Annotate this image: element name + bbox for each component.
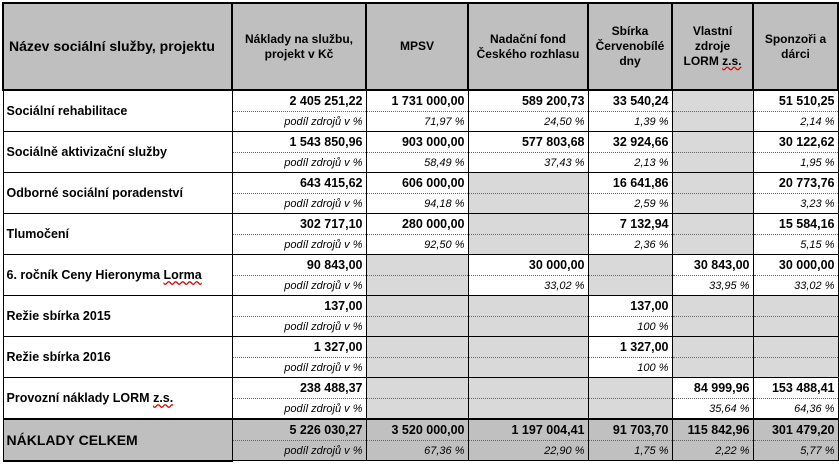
share-label: podíl zdrojů v % xyxy=(232,399,366,420)
share-percent-cell: 33,02 % xyxy=(753,276,838,296)
source-value-cell: 30 843,00 xyxy=(672,255,753,276)
share-percent-cell: 71,97 % xyxy=(366,112,468,132)
service-name: Režie sbírka 2016 xyxy=(3,337,232,378)
share-percent-cell: 2,22 % xyxy=(672,441,753,461)
share-percent-cell xyxy=(468,399,588,420)
source-value-cell xyxy=(672,132,753,153)
share-percent-cell: 64,36 % xyxy=(753,399,838,420)
share-percent-cell: 5,15 % xyxy=(753,235,838,255)
table-row xyxy=(3,90,838,112)
share-percent-cell xyxy=(468,235,588,255)
source-value-cell: 1 327,00 xyxy=(588,337,672,358)
cost-cell: 90 843,00 xyxy=(232,255,366,276)
share-percent-cell: 37,43 % xyxy=(468,153,588,173)
service-name xyxy=(3,378,232,420)
share-percent-cell xyxy=(672,194,753,214)
header-sbirka: Sbírka Červenobílé dny xyxy=(588,3,672,90)
source-value-cell: 137,00 xyxy=(588,296,672,317)
service-name-text: Provozní náklady LORM xyxy=(6,391,154,405)
share-label: podíl zdrojů v % xyxy=(232,441,366,461)
share-percent-cell xyxy=(588,276,672,296)
table-row xyxy=(3,337,838,358)
share-label: podíl zdrojů v % xyxy=(232,153,366,173)
source-value-cell xyxy=(672,296,753,317)
source-value-cell: 280 000,00 xyxy=(366,214,468,235)
source-value-cell: 903 000,00 xyxy=(366,132,468,153)
funding-table xyxy=(2,2,839,462)
source-value-cell xyxy=(468,173,588,194)
share-percent-cell xyxy=(753,358,838,378)
share-percent-cell: 2,59 % xyxy=(588,194,672,214)
share-percent-cell xyxy=(366,276,468,296)
table-row xyxy=(3,214,838,235)
share-percent-cell: 58,49 % xyxy=(366,153,468,173)
source-value-cell xyxy=(672,90,753,112)
share-percent-cell xyxy=(672,235,753,255)
source-value-cell xyxy=(753,296,838,317)
source-value-cell xyxy=(672,337,753,358)
service-name xyxy=(3,255,232,296)
service-name: Odborné sociální poradenství xyxy=(3,173,232,214)
share-percent-cell xyxy=(366,317,468,337)
cost-cell: 302 717,10 xyxy=(232,214,366,235)
share-label: podíl zdrojů v % xyxy=(232,112,366,132)
share-percent-cell xyxy=(366,399,468,420)
service-name: Tlumočení xyxy=(3,214,232,255)
service-name-text: 6. ročník Ceny Hieronyma xyxy=(6,268,164,282)
share-percent-cell xyxy=(468,358,588,378)
share-percent-cell xyxy=(468,194,588,214)
share-percent-cell: 1,75 % xyxy=(588,441,672,461)
share-percent-cell: 33,95 % xyxy=(672,276,753,296)
cost-cell: 2 405 251,22 xyxy=(232,90,366,112)
share-percent-cell: 94,18 % xyxy=(366,194,468,214)
share-label: podíl zdrojů v % xyxy=(232,194,366,214)
share-percent-cell: 22,90 % xyxy=(468,441,588,461)
source-value-cell: 115 842,96 xyxy=(672,419,753,441)
service-name: Sociálně aktivizační služby xyxy=(3,132,232,173)
share-percent-cell xyxy=(753,317,838,337)
source-value-cell: 1 197 004,41 xyxy=(468,419,588,441)
source-value-cell xyxy=(468,337,588,358)
total-name: NÁKLADY CELKEM xyxy=(3,419,232,461)
cost-cell: 238 488,37 xyxy=(232,378,366,399)
header-row xyxy=(3,3,838,90)
share-percent-cell: 2,14 % xyxy=(753,112,838,132)
source-value-cell xyxy=(753,337,838,358)
cost-cell: 643 415,62 xyxy=(232,173,366,194)
header-mpsv: MPSV xyxy=(366,3,468,90)
total-values-row xyxy=(3,419,838,441)
cost-cell: 1 327,00 xyxy=(232,337,366,358)
share-percent-cell: 100 % xyxy=(588,358,672,378)
share-percent-cell: 2,36 % xyxy=(588,235,672,255)
source-value-cell: 51 510,25 xyxy=(753,90,838,112)
source-value-cell: 301 479,20 xyxy=(753,419,838,441)
source-value-cell: 3 520 000,00 xyxy=(366,419,468,441)
table-row xyxy=(3,132,838,153)
header-service-name: Název sociální služby, projektu xyxy=(3,3,232,90)
share-percent-cell: 24,50 % xyxy=(468,112,588,132)
source-value-cell: 589 200,73 xyxy=(468,90,588,112)
source-value-cell xyxy=(366,255,468,276)
source-value-cell: 153 488,41 xyxy=(753,378,838,399)
share-percent-cell: 33,02 % xyxy=(468,276,588,296)
source-value-cell: 30 000,00 xyxy=(468,255,588,276)
cost-cell: 1 543 850,96 xyxy=(232,132,366,153)
service-name-underlined: z.s. xyxy=(153,391,174,405)
table-row xyxy=(3,296,838,317)
source-value-cell xyxy=(468,378,588,399)
share-percent-cell xyxy=(366,358,468,378)
share-label: podíl zdrojů v % xyxy=(232,358,366,378)
table-row xyxy=(3,378,838,399)
source-value-cell: 15 584,16 xyxy=(753,214,838,235)
share-percent-cell xyxy=(468,317,588,337)
source-value-cell xyxy=(468,214,588,235)
service-name: Režie sbírka 2015 xyxy=(3,296,232,337)
share-percent-cell: 5,77 % xyxy=(753,441,838,461)
share-percent-cell xyxy=(672,112,753,132)
source-value-cell xyxy=(588,378,672,399)
source-value-cell: 606 000,00 xyxy=(366,173,468,194)
header-nadacni-fond: Nadační fond Českého rozhlasu xyxy=(468,3,588,90)
cost-cell: 137,00 xyxy=(232,296,366,317)
service-name: Sociální rehabilitace xyxy=(3,90,232,132)
share-label: podíl zdrojů v % xyxy=(232,235,366,255)
source-value-cell xyxy=(672,173,753,194)
share-percent-cell xyxy=(672,358,753,378)
table-row xyxy=(3,255,838,276)
header-costs: Náklady na službu, projekt v Kč xyxy=(232,3,366,90)
cost-cell: 5 226 030,27 xyxy=(232,419,366,441)
source-value-cell: 91 703,70 xyxy=(588,419,672,441)
source-value-cell: 16 641,86 xyxy=(588,173,672,194)
share-percent-cell: 67,36 % xyxy=(366,441,468,461)
source-value-cell xyxy=(468,296,588,317)
table-row xyxy=(3,173,838,194)
header-vlastni-zdroje xyxy=(672,3,753,90)
source-value-cell: 7 132,94 xyxy=(588,214,672,235)
source-value-cell: 577 803,68 xyxy=(468,132,588,153)
source-value-cell: 30 122,62 xyxy=(753,132,838,153)
source-value-cell: 32 924,66 xyxy=(588,132,672,153)
source-value-cell: 33 540,24 xyxy=(588,90,672,112)
share-percent-cell: 92,50 % xyxy=(366,235,468,255)
source-value-cell: 20 773,76 xyxy=(753,173,838,194)
source-value-cell xyxy=(366,337,468,358)
source-value-cell: 1 731 000,00 xyxy=(366,90,468,112)
source-value-cell xyxy=(672,214,753,235)
share-percent-cell: 100 % xyxy=(588,317,672,337)
share-percent-cell xyxy=(672,153,753,173)
header-vlastni-zdroje-text: Vlastní zdroje LORM xyxy=(683,24,733,68)
share-label: podíl zdrojů v % xyxy=(232,317,366,337)
source-value-cell: 84 999,96 xyxy=(672,378,753,399)
source-value-cell: 30 000,00 xyxy=(753,255,838,276)
share-label: podíl zdrojů v % xyxy=(232,276,366,296)
header-vlastni-zdroje-zs: z.s. xyxy=(722,54,742,68)
share-percent-cell xyxy=(588,399,672,420)
header-sponzori: Sponzoři a dárci xyxy=(753,3,838,90)
source-value-cell xyxy=(366,378,468,399)
share-percent-cell: 35,64 % xyxy=(672,399,753,420)
share-percent-cell xyxy=(672,317,753,337)
share-percent-cell: 3,23 % xyxy=(753,194,838,214)
share-percent-cell: 2,13 % xyxy=(588,153,672,173)
source-value-cell xyxy=(366,296,468,317)
share-percent-cell: 1,39 % xyxy=(588,112,672,132)
share-percent-cell: 1,95 % xyxy=(753,153,838,173)
service-name-underlined: Lorma xyxy=(163,268,202,282)
source-value-cell xyxy=(588,255,672,276)
